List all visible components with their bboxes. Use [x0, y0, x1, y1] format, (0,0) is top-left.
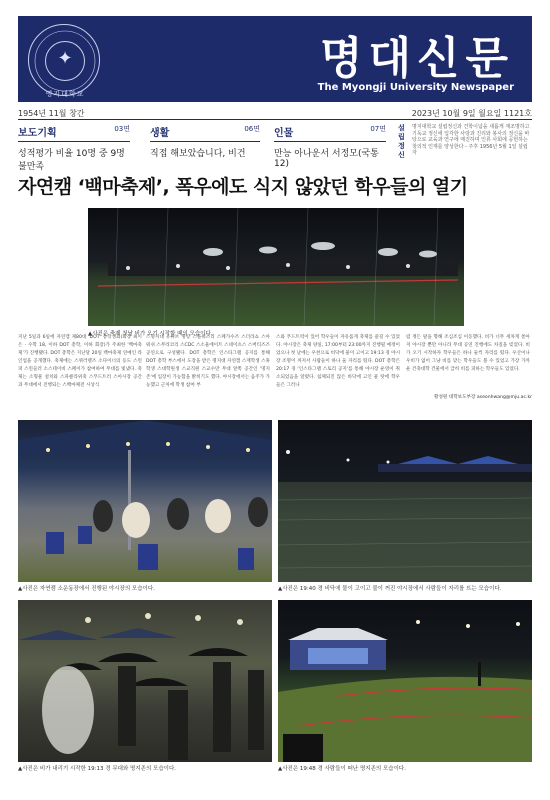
photo-festival-rain — [88, 208, 464, 326]
index-item-life[interactable] — [150, 124, 260, 158]
article-text: 럼 정든 팔을 향해 조심조심 이동했다. 비가 너무 세차게 쏟아져 야시장 뿐만 아니라 무대 공연 진행에도 차질을 빚었다. 비가 오기 시작하자 학우들은 하나 둘씩 자리를 떴다. 우산이나 우비가 없어 그냥 비를 맞는 학우들도 볼 수 있었고 가장 가까운 건축대학 건물에서 급히 비를 피하는 학우들도 있었다. — [406, 335, 530, 372]
rain-crowd-illustration — [88, 208, 464, 326]
photo-flooded-field — [278, 420, 532, 582]
university-seal — [28, 24, 100, 96]
newspaper-title: 명대신문 — [319, 33, 514, 84]
index-page: 07면 — [370, 125, 386, 133]
dateline — [18, 106, 532, 120]
photo-caption: ▲사진은 19:40 경 비닥에 물이 고이고 불이 꺼진 야시장에서 사람들이 자리를 뜨는 모습이다. — [278, 586, 502, 592]
empty-stage-illustration — [278, 600, 532, 762]
photo-empty-stage — [278, 600, 532, 762]
article-column-4 — [406, 334, 530, 394]
founding-spirit-text: 명지대학교 설립정신과 건학이념을 새롭게 재조명하고 기독교 정신에 입각한 사랑과 진리와 봉사의 정신을 바탕으로 교육과 연구에 매진하며 인류 사회에 공헌하는 창의적 인재를 양성한다 - 주후 1956년 5월 1일 설립자 — [412, 124, 530, 156]
flooded-field-illustration — [278, 420, 532, 582]
article-column-3 — [276, 334, 400, 390]
masthead — [18, 16, 532, 102]
article-column-1 — [18, 334, 142, 390]
index-rule — [18, 141, 130, 142]
umbrella-crowd-illustration — [18, 600, 272, 762]
founding-spirit-label: 설립정신 — [398, 124, 405, 159]
article-text: 스와 푸드트럭이 있어 학우들이 자유롭게 축제를 즐길 수 있었다. 야시장은 축제 양일, 17:00부터 23:00까지 진행될 예정이었으나 첫 날에는 우천으로 비닥에 물이 고이고 19:13 경 야시장 조명이 꺼져서 사람들이 하나 둘 자리를 떴다. DOT 총학은 20:17 경 '인스타그램 스토리 공지'를 통해 야시장 운영이 취소되었음을 알렸다. 침체되진 않은 바닥에 고인 물 탓에 학우들은 그러나 — [276, 335, 401, 388]
index-item-news[interactable] — [18, 124, 130, 172]
index-headline: 만능 아나운서 서정모(국통 12) — [274, 149, 379, 169]
newspaper-subtitle: The Myongji University Newspaper — [317, 82, 514, 93]
index-item-people[interactable] — [274, 124, 386, 169]
seal-text: 명지대학교 — [45, 90, 85, 98]
index-section: 생활 — [150, 128, 170, 139]
photo-caption: ▲사진은 비가 내리기 시작한 19:13 경 무대와 명지존의 모습이다. — [18, 766, 177, 772]
article-text: 지난 5일과 6일에 자연캠 제80대 'DOT' 총학생회(회장 최시은 · 수학 18, 이하 DOT 총학, 이하 회장)가 주최한 '백마축제'가 진행됐다. DOT 총학은 지난달 20일 백마축제 연예인 라인업을 공개했다. 축제에는 스퀴러렐즈 소다이너의 등도 스윈퍼 스윈들러 소스테이비 스페이가 참여하여 무대를 빛냈다. 축제는 소형물 설치와 스파클라위축 스푸드트러 스아시장 공간과 무대에서 진행되는 스백마체전 시상식 — [18, 335, 142, 388]
headline: 자연캠 ‘백마축제’, 폭우에도 식지 않았던 학우들의 열기 — [18, 176, 468, 198]
issue-date: 2023년 10월 9일 월요일 1121호 — [411, 109, 532, 118]
night-market-illustration — [18, 420, 272, 582]
index-rule — [150, 141, 260, 142]
photo-caption: ▲사진은 축제 첫날 비가 오기 시작할 때의 모습이다. — [88, 331, 213, 337]
seal-emblem-icon: ✦ — [57, 48, 73, 69]
photo-caption: ▲사진은 자연캠 소운동장에서 진행된 야시장의 모습이다. — [18, 586, 155, 592]
photo-night-market — [18, 420, 272, 582]
article-column-2 — [146, 334, 270, 390]
byline: 황성원 대학보도부장 aseonhwang@mju.ac.kr — [434, 395, 532, 400]
article-text: 스명지대 유튜브 명랑 스플워즈리 스페가수즈 스더라쇼 스아워쉬 스무라코리 스CDC 스소울에이트 스네이츠스 스버티즈즈 공연으로 구성됐다. DOT 총학은 인스타그램 공지를 통해 DOT 총학 부스에서 도장을 받은 명지대 자연캠 스재학생 스휴학생 스대학원생 스교직원 스교수만 무대 앞쪽 공간인 '명지존'에 입장이 가능함을 밝히기도 했다. 야시장에서는 음주가 가능했고 근처에 학생 참여 부 — [146, 335, 270, 388]
index-headline: 직접 해보았습니다, 비건 — [150, 149, 246, 159]
index-headline: 성적평가 비율 10명 중 9명 불만족 — [18, 149, 125, 172]
index-section: 보도기획 — [18, 128, 57, 139]
photo-stage-umbrellas — [18, 600, 272, 762]
index-page: 03면 — [114, 125, 130, 133]
photo-caption: ▲사진은 19:48 경 사람들이 떠난 명지존의 모습이다. — [278, 766, 406, 772]
founded-date: 1954년 11월 창간 — [18, 109, 85, 118]
founding-spirit — [398, 124, 532, 160]
index-rule — [274, 141, 386, 142]
index-section: 인물 — [274, 128, 294, 139]
index-page: 06면 — [244, 125, 260, 133]
